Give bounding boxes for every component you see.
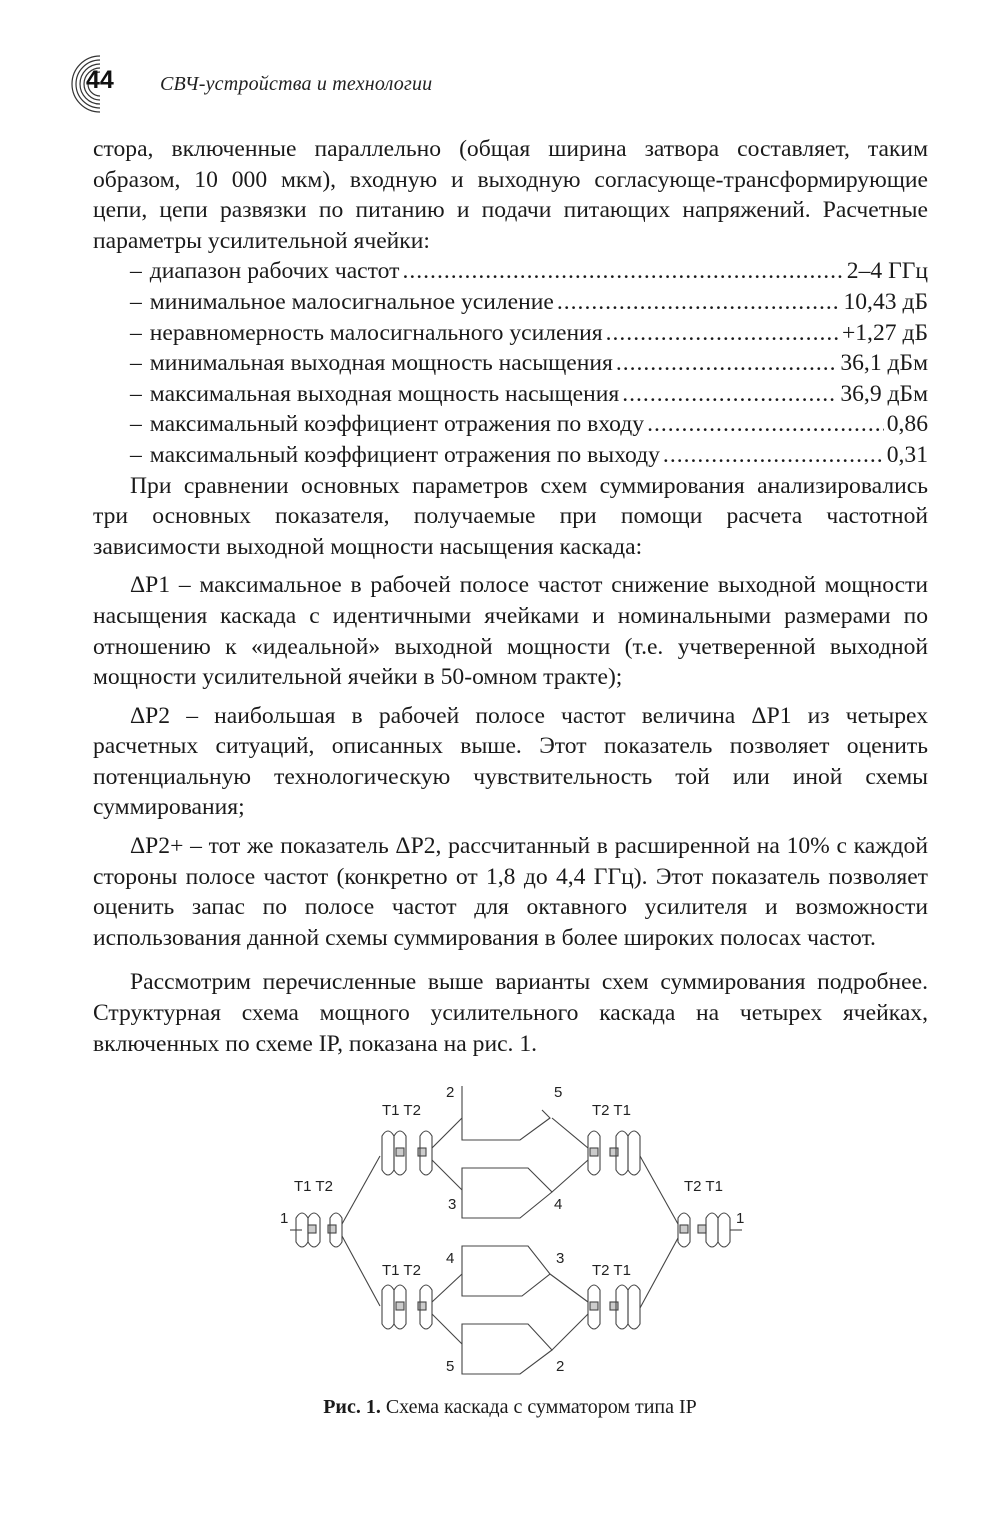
paragraph-dp2-plus: ΔP2+ – тот же показатель ΔP2, рассчитанный в расширенной на 10% с каждой стороны полосе частот (конкретно от 1,8 до 4,4 ГГц). Этот показатель позволяет оценить запас по полосе частот для октавного усилителя и возможности использования данной схемы суммирования в более широких полосах частот. xyxy=(93,833,928,951)
parameter-value: 36,9 дБм xyxy=(840,380,928,407)
list-item: – диапазон рабочих частот ..... 2–4 ГГц xyxy=(130,256,928,287)
label-combiner-right: T2 T1 xyxy=(684,1178,723,1195)
parameter-label: диапазон рабочих частот xyxy=(149,258,400,285)
figure-cascade-diagram xyxy=(270,1078,750,1398)
paragraph-dp2: ΔP2 – наибольшая в рабочей полосе частот величина ΔP1 из четырех расчетных ситуаций, описанных выше. Этот показатель позволяет оценить потенциальную технологическую чувствительность той или иной схемы суммирования; xyxy=(93,702,928,821)
parameter-label: минимальное малосигнальное усиление xyxy=(149,288,554,315)
parameter-value: 36,1 дБм xyxy=(840,350,928,377)
parameter-label: максимальный коэффициент отражения по выходу xyxy=(149,441,660,468)
parameter-value: +1,27 дБ xyxy=(841,319,928,346)
list-item: – минимальная выходная мощность насыщения ..... 36,1 дБм xyxy=(130,348,928,379)
label-combiner-lower: T2 T1 xyxy=(592,1262,631,1279)
page-number: 44 xyxy=(86,66,114,94)
list-item: – минимальное малосигнальное усиление ..... 10,43 дБ xyxy=(130,287,928,318)
parameter-value: 10,43 дБ xyxy=(843,288,928,315)
label-splitter-left: T1 T2 xyxy=(294,1178,333,1195)
combiner-upper-coupler xyxy=(552,1118,678,1224)
parameter-label: неравномерность малосигнального усиления xyxy=(149,319,603,346)
caption-prefix: Рис. 1. xyxy=(323,1396,381,1418)
combiner-right-coupler xyxy=(678,1213,742,1247)
label-splitter-upper: T1 T2 xyxy=(382,1102,421,1119)
list-item: – неравномерность малосигнального усиления ..... +1,27 дБ xyxy=(130,318,928,349)
intro-paragraph: стора, включенные параллельно (общая ширина затвора составляет, таким образом, 10 000 мкм), входную и выходную согласующе-трансформирующие цепи, цепи развязки по питанию и подачи питающих напряжений. Расчетные параметры усилительной ячейки: xyxy=(93,136,928,254)
label-lower-out-top: 3 xyxy=(556,1250,565,1267)
parameter-value: 0,86 xyxy=(886,411,928,438)
label-port-in: 1 xyxy=(280,1210,289,1227)
figure-caption xyxy=(250,1396,770,1419)
upper-cells xyxy=(462,1086,552,1218)
running-title: СВЧ-устройства и технологии xyxy=(160,73,433,95)
label-lower-in-bottom: 5 xyxy=(446,1358,455,1375)
label-upper-in-top: 2 xyxy=(446,1084,455,1101)
list-item: – максимальный коэффициент отражения по входу ..... 0,86 xyxy=(130,409,928,440)
body-text xyxy=(93,134,928,1059)
lower-cells xyxy=(462,1246,552,1374)
parameter-value: 0,31 xyxy=(886,441,928,468)
label-combiner-upper: T2 T1 xyxy=(592,1102,631,1119)
label-port-out: 1 xyxy=(736,1210,745,1227)
combiner-lower-coupler xyxy=(550,1238,678,1350)
label-upper-out-top: 5 xyxy=(554,1084,563,1101)
paragraph-comparison: При сравнении основных параметров схем суммирования анализировались три основных показателя, получаемые при помощи расчета частотной зависимости выходной мощности насыщения каскада: xyxy=(93,472,928,560)
label-lower-in-top: 4 xyxy=(446,1250,455,1267)
parameter-list xyxy=(93,256,928,470)
page-header xyxy=(62,52,562,116)
caption-text: Схема каскада с сумматором типа IP xyxy=(385,1396,697,1418)
label-upper-in-bottom: 3 xyxy=(448,1196,457,1213)
parameter-label: минимальная выходная мощность насыщения xyxy=(149,350,613,377)
paragraph-dp1: ΔP1 – максимальное в рабочей полосе частот снижение выходной мощности насыщения каскада с идентичными ячейками и номинальными размерами по отношению к «идеальной» выходной мощности (т.е. учетверенной выходной мощности усилительной ячейки в 50-омном тракте); xyxy=(93,572,928,691)
splitter-upper-coupler xyxy=(382,1118,462,1190)
parameter-label: максимальный коэффициент отражения по входу xyxy=(149,411,645,438)
paragraph-figure-reference: Рассмотрим перечисленные выше варианты схем суммирования подробнее. Структурная схема мощного усилительного каскада на четырех ячейках, включенных по схеме IP, показана на рис. 1. xyxy=(93,969,928,1057)
label-lower-out-bottom: 2 xyxy=(556,1358,565,1375)
list-item: – максимальный коэффициент отражения по выходу ..... 0,31 xyxy=(130,440,928,471)
label-splitter-lower: T1 T2 xyxy=(382,1262,421,1279)
splitter-lower-coupler xyxy=(382,1274,462,1344)
list-item: – максимальная выходная мощность насыщения ..... 36,9 дБм xyxy=(130,379,928,410)
parameter-value: 2–4 ГГц xyxy=(846,258,928,285)
cascade-schematic xyxy=(270,1078,750,1398)
label-upper-out-bottom: 4 xyxy=(554,1196,563,1213)
parameter-label: максимальная выходная мощность насыщения xyxy=(149,380,620,407)
